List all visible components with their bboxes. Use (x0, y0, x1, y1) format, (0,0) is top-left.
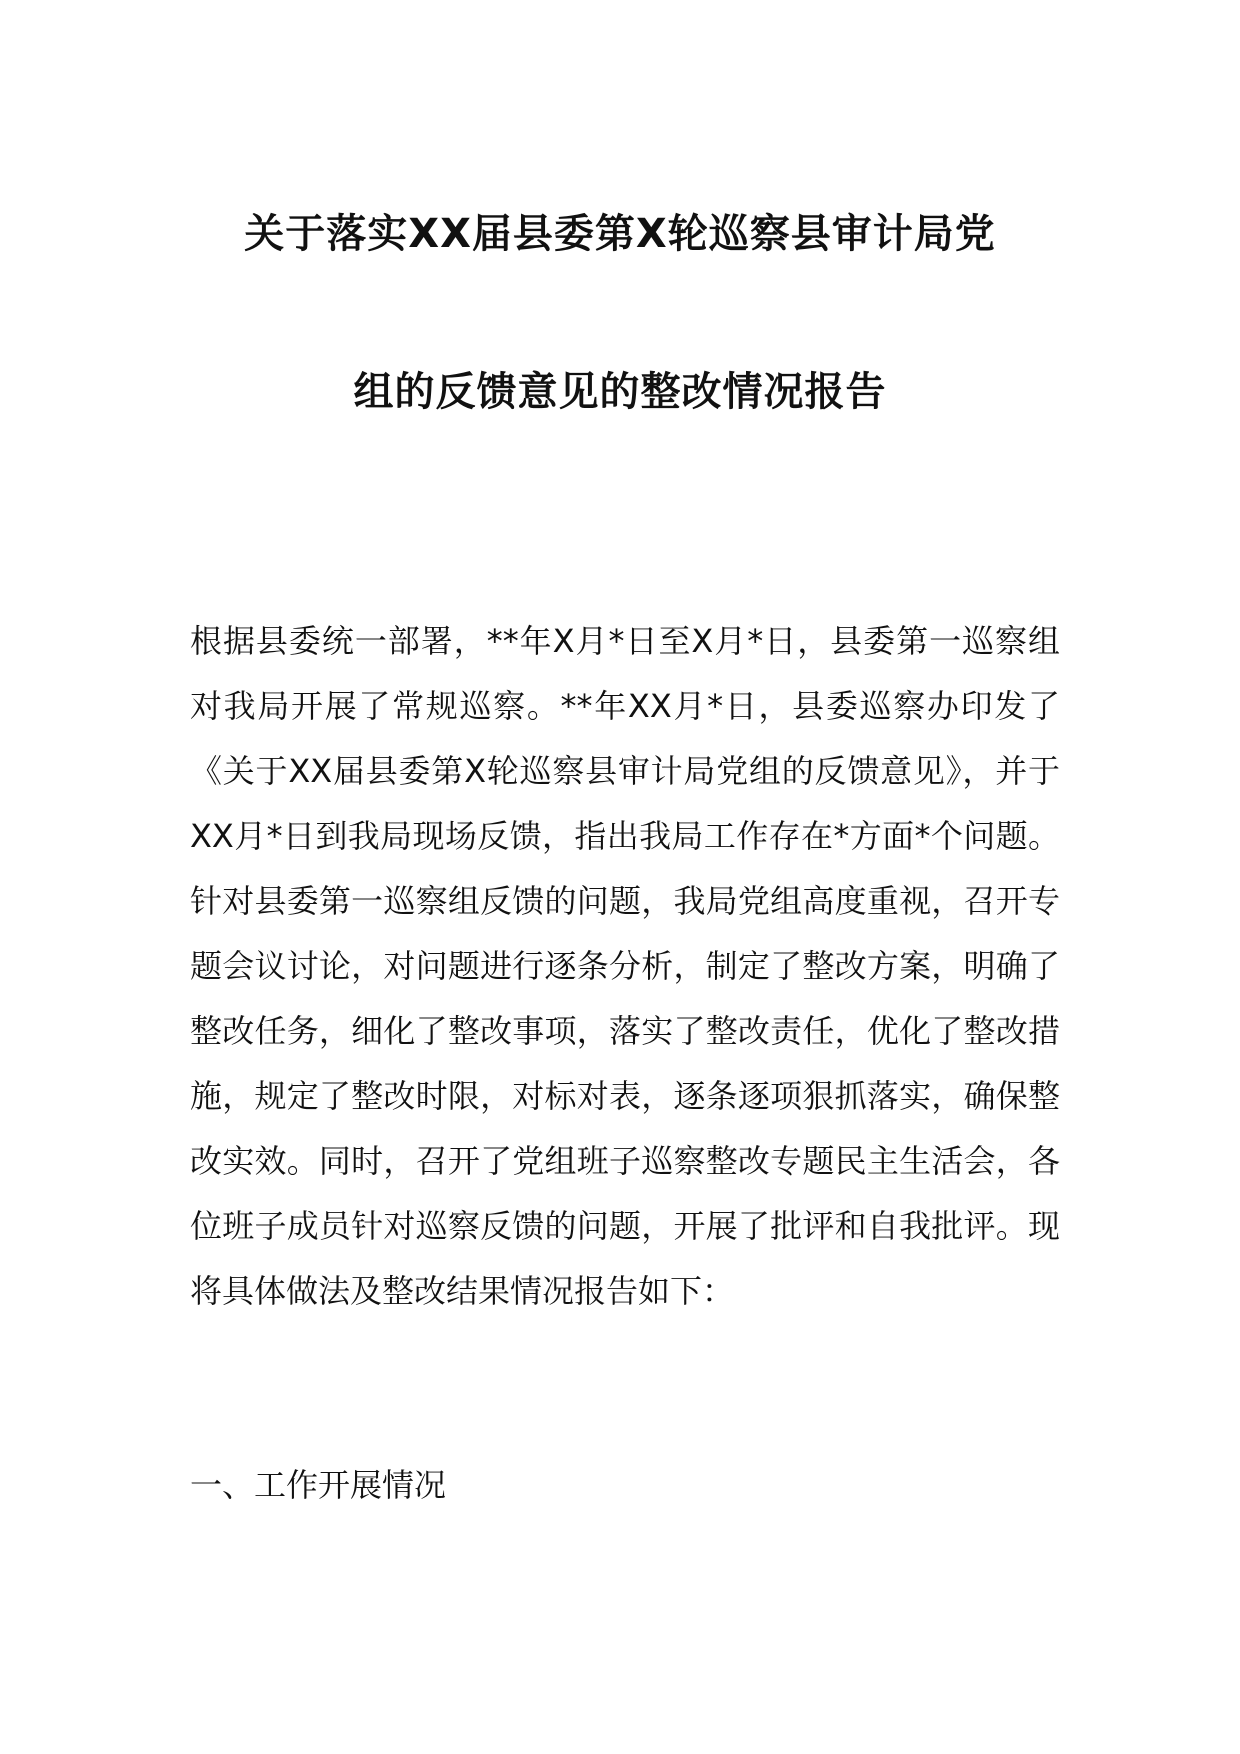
intro-paragraph: 根据县委统一部署，**年X月*日至X月*日，县委第一巡察组对我局开展了常规巡察。**年XX月*日，县委巡察办印发了《关于XX届县委第X轮巡察县审计局党组的反馈意见》，并于XX月*日到我局现场反馈，指出我局工作存在*方面*个问题。针对县委第一巡察组反馈的问题，我局党组高度重视，召开专题会议讨论，对问题进行逐条分析，制定了整改方案，明确了整改任务，细化了整改事项，落实了整改责任，优化了整改措施，规定了整改时限，对标对表，逐条逐项狠抓落实，确保整改实效。同时，召开了党组班子巡察整改专题民主生活会，各位班子成员针对巡察反馈的问题，开展了批评和自我批评。现将具体做法及整改结果情况报告如下： (190, 622, 1060, 1310)
document-title-line-1: 关于落实XX届县委第X轮巡察县审计局党 (244, 211, 996, 257)
section-heading-1: 一、工作开展情况 (190, 1466, 447, 1504)
document-title-line-2: 组的反馈意见的整改情况报告 (353, 369, 887, 415)
document-body (190, 609, 1060, 1324)
